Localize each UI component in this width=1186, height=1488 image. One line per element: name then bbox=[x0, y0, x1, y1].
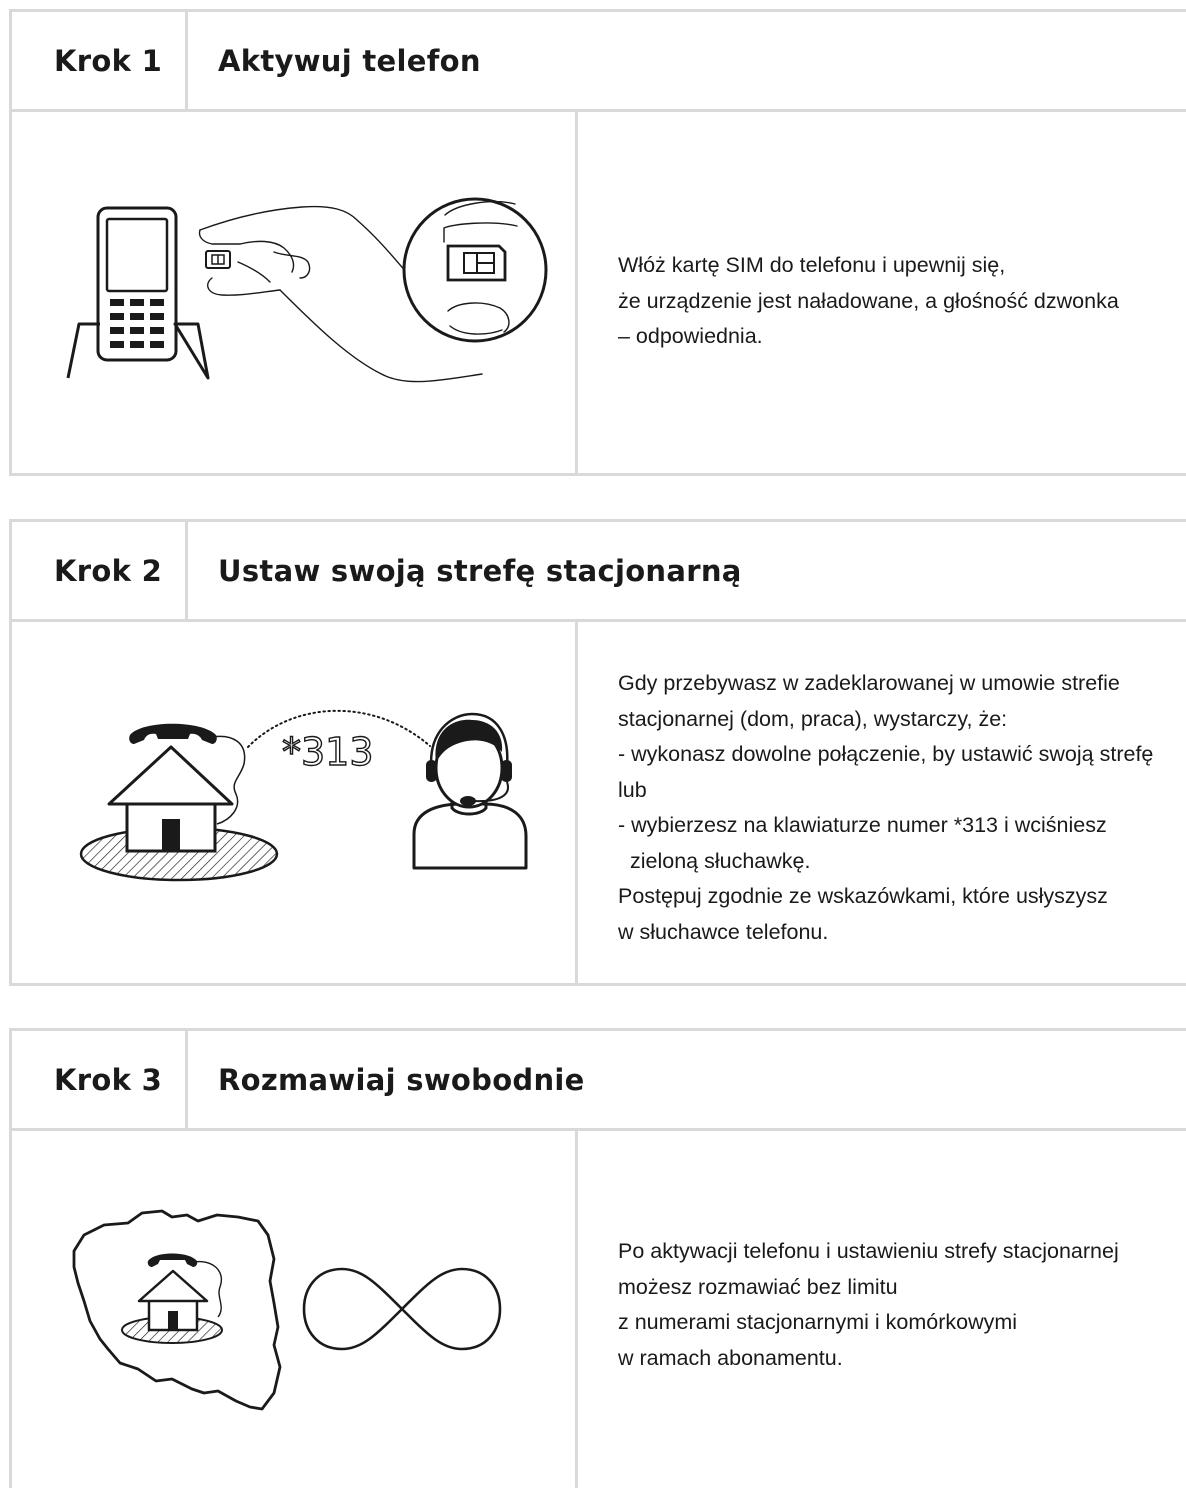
step-title: Rozmawiaj swobodnie bbox=[218, 1062, 585, 1097]
step-illustration bbox=[12, 112, 578, 473]
step-header bbox=[9, 519, 1186, 622]
step-3 bbox=[9, 1028, 1186, 1488]
description-line: Włóż kartę SIM do telefonu i upewnij się, bbox=[618, 253, 1006, 277]
step-number: Krok 1 bbox=[12, 12, 188, 109]
step-header bbox=[9, 9, 1186, 112]
step-number: Krok 2 bbox=[12, 522, 188, 619]
description-line: Postępuj zgodnie ze wskazówkami, które usłyszysz bbox=[618, 884, 1108, 908]
step-title: Ustaw swoją strefę stacjonarną bbox=[218, 553, 742, 588]
step-1 bbox=[9, 9, 1186, 476]
description-line: że urządzenie jest naładowane, a głośność dzwonka bbox=[618, 288, 1119, 313]
description-line: możesz rozmawiać bez limitu bbox=[618, 1274, 898, 1299]
description-line: w ramach abonamentu. bbox=[618, 1345, 843, 1370]
step-illustration bbox=[12, 1131, 578, 1488]
step-body bbox=[9, 622, 1186, 986]
step-description bbox=[618, 666, 1186, 950]
step-header bbox=[9, 1028, 1186, 1131]
description-line: zieloną słuchawkę. bbox=[630, 848, 811, 873]
description-line: z numerami stacjonarnymi i komórkowymi bbox=[618, 1310, 1018, 1334]
description-line: Gdy przebywasz w zadeklarowanej w umowie strefie bbox=[618, 671, 1120, 695]
home-zone-call-icon bbox=[12, 622, 578, 983]
description-line: – odpowiednia. bbox=[618, 324, 763, 348]
step-illustration bbox=[12, 622, 578, 983]
step-body bbox=[9, 1131, 1186, 1488]
phone-sim-card-icon bbox=[12, 112, 578, 473]
description-line: w słuchawce telefonu. bbox=[618, 919, 829, 944]
step-title: Aktywuj telefon bbox=[218, 43, 481, 78]
description-line: lub bbox=[618, 777, 647, 802]
poland-map-infinity-icon bbox=[12, 1131, 578, 1488]
description-line: - wykonasz dowolne połączenie, by ustawić swoją strefę bbox=[618, 742, 1154, 766]
description-line: stacjonarnej (dom, praca), wystarczy, że: bbox=[618, 706, 1008, 731]
step-description bbox=[618, 248, 1186, 355]
dial-code-label: *313 bbox=[282, 730, 374, 774]
description-line: Po aktywacji telefonu i ustawieniu strefy stacjonarnej bbox=[618, 1239, 1119, 1263]
description-line: - wybierzesz na klawiaturze numer *313 i wciśniesz bbox=[618, 813, 1107, 837]
step-description bbox=[618, 1234, 1186, 1376]
step-2 bbox=[9, 519, 1186, 986]
step-number: Krok 3 bbox=[12, 1031, 188, 1128]
step-body bbox=[9, 112, 1186, 476]
